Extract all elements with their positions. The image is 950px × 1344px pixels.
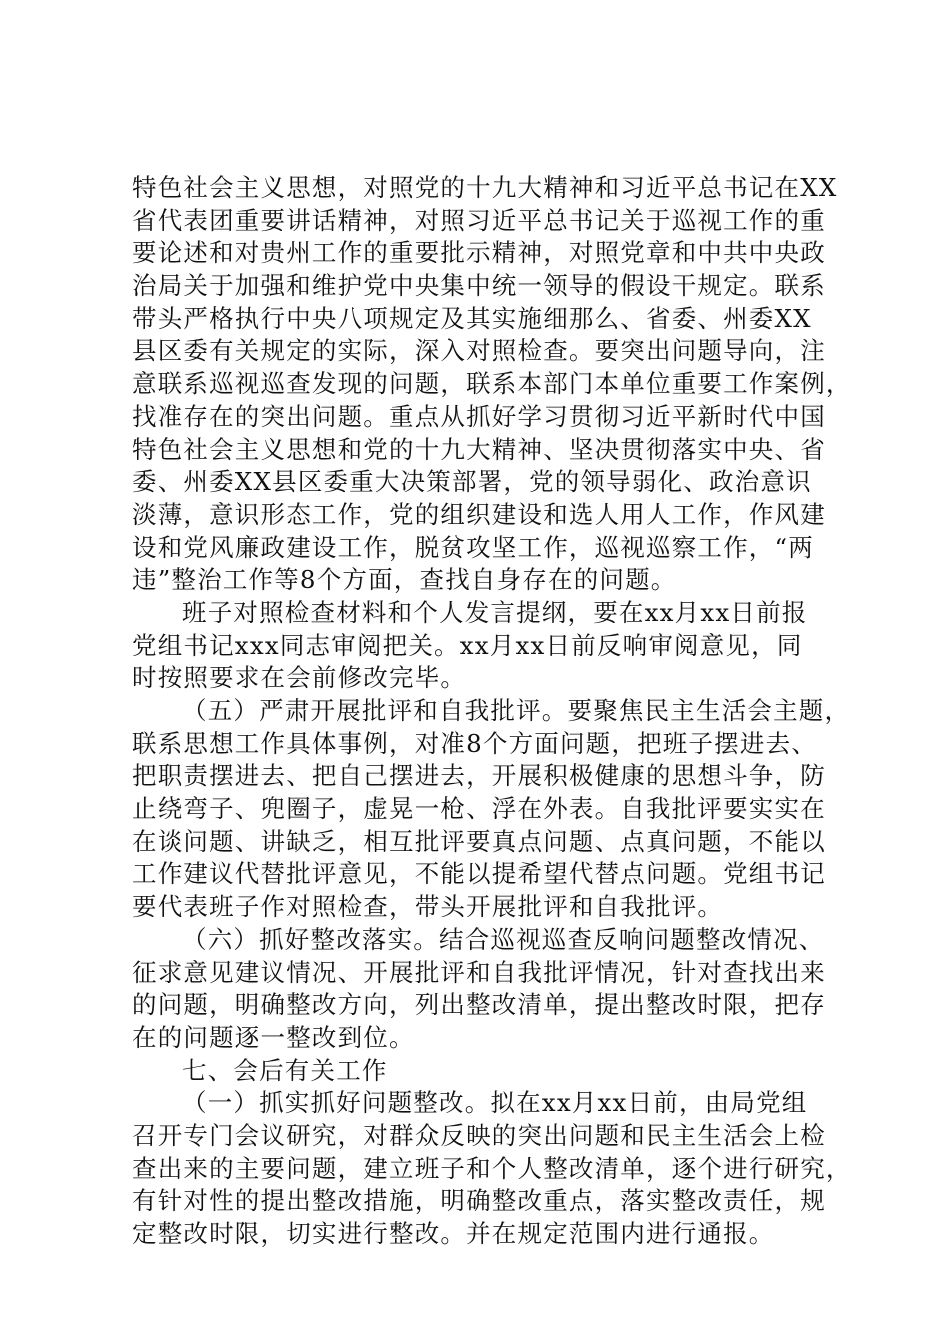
text-line: 省代表团重要讲话精神，对照习近平总书记关于巡视工作的重 [132,205,826,235]
text-line: 工作建议代替批评意见，不能以提希望代替点问题。党组书记 [132,859,826,889]
text-line: 特色社会主义思想，对照党的十九大精神和习近平总书记在XX [132,173,838,202]
text-line: 带头严格执行中央八项规定及其实施细那么、省委、州委XX [132,303,812,333]
text-line: 要论述和对贵州工作的重要批示精神，对照党章和中共中央政 [132,238,826,268]
text-line: 有针对性的提出整改措施，明确整改重点，落实整改责任，规 [132,1186,826,1216]
text-line: 找准存在的突出问题。重点从抓好学习贯彻习近平新时代中国 [132,401,826,431]
text-line: 县区委有关规定的实际，深入对照检查。要突出问题导向，注 [132,336,826,366]
text-line: 的问题，明确整改方向，列出整改清单，提出整改时限，把存 [132,990,826,1020]
text-line: 党组书记xxx同志审阅把关。xx月xx日前反响审阅意见，同 [132,630,803,660]
text-line: （五）严肃开展批评和自我批评。要聚焦民主生活会主题， [182,696,851,725]
text-line: 淡薄，意识形态工作，党的组织建设和选人用人工作，作风建 [132,499,826,529]
text-line: 在的问题逐一整改到位。 [132,1022,415,1052]
text-line: 把职责摆进去、把自己摆进去，开展积极健康的思想斗争，防 [132,761,826,791]
text-line: （一）抓实抓好问题整改。拟在xx月xx日前，由局党组 [182,1088,808,1118]
text-line: 要代表班子作对照检查，带头开展批评和自我批评。 [132,892,724,922]
text-line: 委、州委XX县区委重大决策部署，党的领导弱化、政治意识 [132,467,812,497]
text-line: 止绕弯子、兜圈子，虚晃一枪、浮在外表。自我批评要实实在 [132,794,826,824]
text-line: 征求意见建议情况、开展批评和自我批评情况，针对查找出来 [132,957,826,987]
text-line: 召开专门会议研究，对群众反映的突出问题和民主生活会上检 [132,1120,826,1150]
text-line: 设和党风廉政建设工作，脱贫攻坚工作，巡视巡察工作，“两 [132,532,814,562]
text-line: 特色社会主义思想和党的十九大精神、坚决贯彻落实中央、省 [132,434,826,464]
text-line: 定整改时限，切实进行整改。并在规定范围内进行通报。 [132,1219,775,1248]
text-line: 七、会后有关工作 [182,1055,388,1085]
text-line: 在谈问题、讲缺乏，相互批评要真点问题、点真问题，不能以 [132,826,826,856]
text-line: （六）抓好整改落实。结合巡视巡查反响问题整改情况、 [182,924,825,954]
text-line: 违”整治工作等8个方面，查找自身存在的问题。 [132,565,677,595]
document-body [132,172,852,1251]
text-line: 联系思想工作具体事例，对准8个方面问题，把班子摆进去、 [132,728,817,758]
text-line: 治局关于加强和维护党中央集中统一领导的假设干规定。联系 [132,271,826,301]
text-line: 班子对照检查材料和个人发言提纲，要在xx月xx日前报 [182,597,808,627]
text-line: 查出来的主要问题，建立班子和个人整改清单，逐个进行研究， [132,1153,852,1183]
text-line: 意联系巡视巡查发现的问题，联系本部门本单位重要工作案例， [132,369,852,399]
text-line: 时按照要求在会前修改完毕。 [132,663,467,693]
